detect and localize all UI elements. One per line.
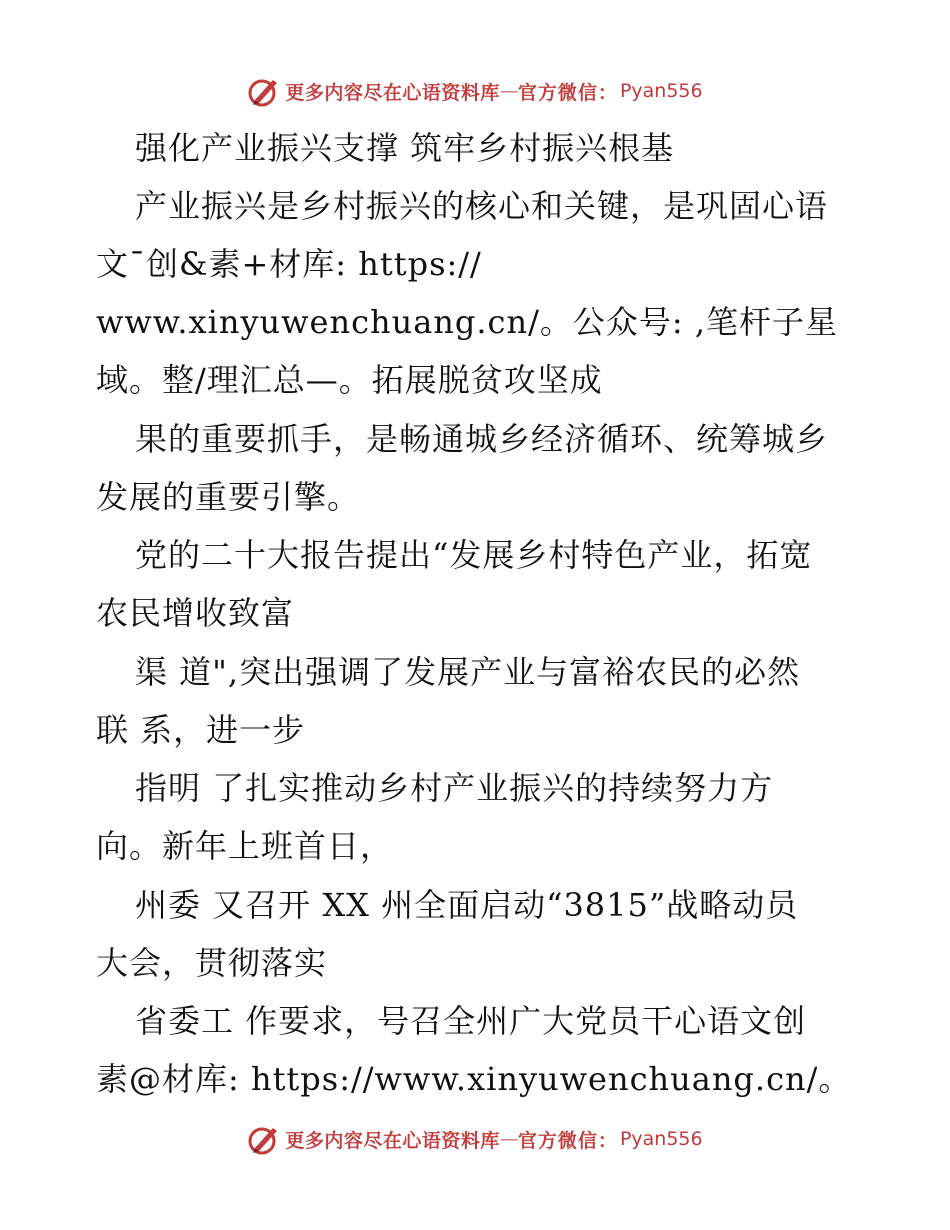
text-line: 素@材库: https://www.xinyuwenchuang.cn/。 [96,1060,852,1098]
text-line: 大会，贯彻落实 [96,944,328,982]
text-line: 党的二十大报告提出“发展乡村特色产业，拓宽 [135,536,813,574]
text-line: 文¯创&素+材库: https:// [96,245,482,283]
watermark-brand: 更多内容尽在心语资料库 [285,81,500,104]
document-title: 强化产业振兴支撑 筑牢乡村振兴根基 [135,129,675,167]
text-line: 省委工 作要求，号召全州广大党员干心语文创 [135,1002,807,1040]
text-line: 发展的重要引擎。 [96,478,361,516]
text-line: 州委 又召开 XX 州全面启动“3815”战略动员 [135,886,799,924]
text-line: 向。新年上班首日， [96,827,394,865]
text-line: www.xinyuwenchuang.cn/。公众号: ,笔杆子星 [96,303,838,341]
pen-logo-icon [247,1122,281,1156]
watermark-colon: ： [597,81,618,104]
text-line: 果的重要抓手，是畅通城乡经济循环、统筹城乡 [135,420,829,458]
watermark-separator: — [499,80,518,102]
watermark-colon: ： [597,1129,618,1152]
watermark-official-label: 官方微信 [517,81,598,104]
text-line: 联 系，进一步 [96,711,306,749]
text-line: 农民增收致富 [96,594,295,632]
text-line: 域。整/理汇总—。拓展脱贫攻坚成 [96,361,603,399]
text-line: 指明 了扎实推动乡村产业振兴的持续努力方 [135,769,774,807]
watermark-brand: 更多内容尽在心语资料库 [285,1129,500,1152]
watermark-separator: — [499,1128,518,1150]
watermark-wechat-id: Pyan556 [619,1128,703,1150]
watermark-wechat-id: Pyan556 [619,80,703,102]
text-line: 渠 道",突出强调了发展产业与富裕农民的必然 [135,653,801,691]
watermark-official-label: 官方微信 [517,1129,598,1152]
text-line: 产业振兴是乡村振兴的核心和关键，是巩固心语 [135,187,829,225]
footer-watermark [0,1119,950,1159]
